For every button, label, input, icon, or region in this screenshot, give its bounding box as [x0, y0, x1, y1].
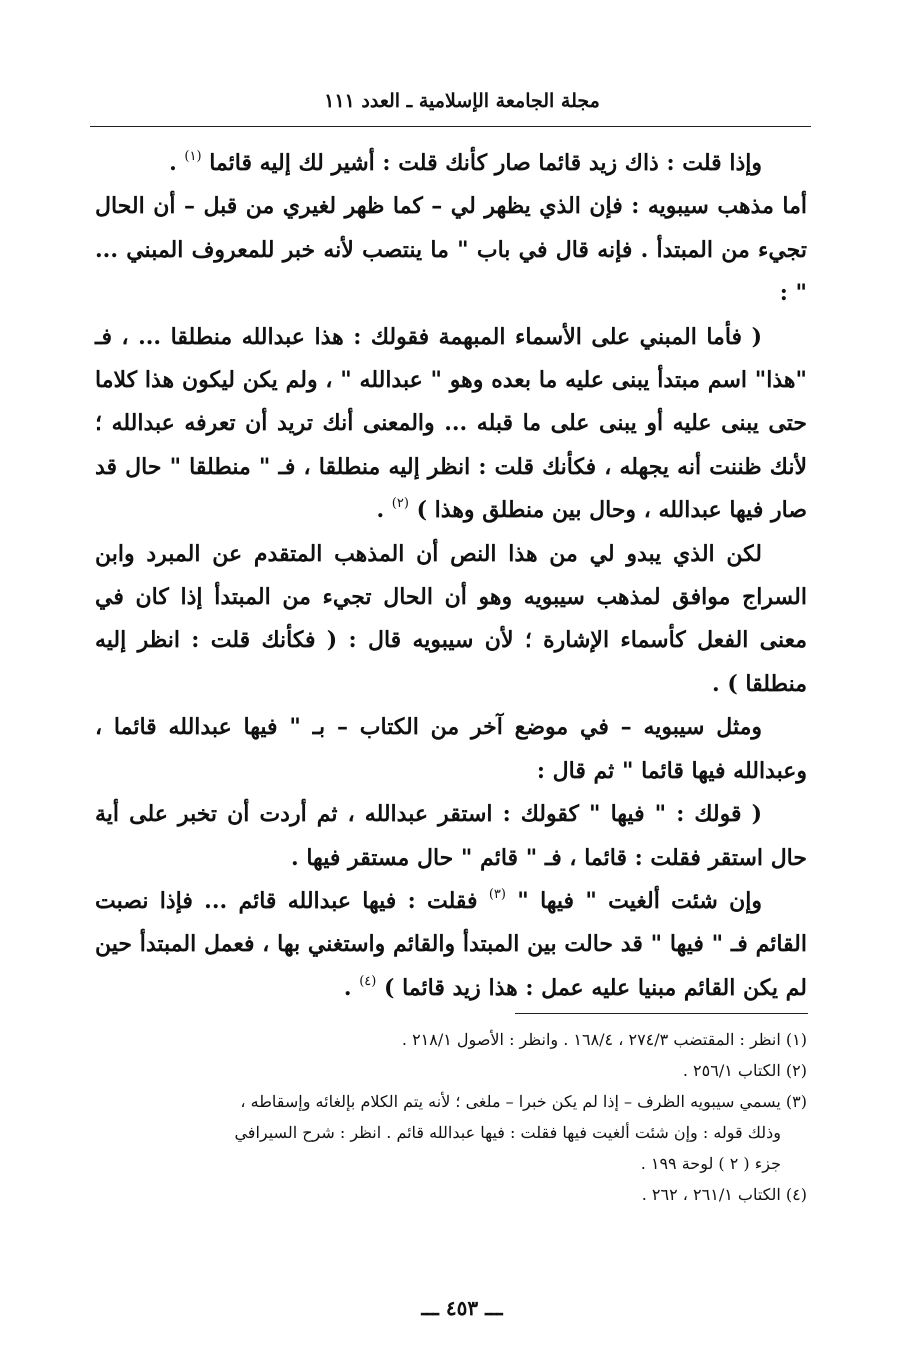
- main-text: [95, 142, 807, 1010]
- quotation-1-text: ( فأما المبني على الأسماء المبهمة فقولك : هذا عبدالله منطلقا ... ، فـ "هذا" اسم مبتدأ يبنى عليه ما بعده وهو " عبدالله " ، ولم يكن ليكون هذا كلاما حتى يبنى عليه أو يبنى على ما قبله ... والمعنى أنك تريد أن تعرفه عبدالله ؛ لأنك ظننت أنه يجهله ، فكأنك قلت : انظر إليه منطلقا ، فـ " منطلقا " حال قد صار فيها عبدالله ، وحال بين منطلق وهذا ): [95, 323, 807, 524]
- paragraph-1-text: وإذا قلت : ذاك زيد قائما صار كأنك قلت : أشير لك إليه قائما: [209, 150, 762, 176]
- paragraph-5: وإن شئت ألغيت " فيها " $^{(٣)}$ فقلت : فيها عبدالله قائم ... فإذا نصبت القائم فـ " فيها " قد حالت بين المبتدأ والقائم واستغني بها ، فعمل المبتدأ حين لم يكن القائم مبنيا عليه عمل : هذا زيد قائما ) $^{(٤)}$ .: [95, 886, 807, 1001]
- paragraph-5-start: وإن شئت ألغيت " فيها ": [517, 887, 762, 914]
- paragraph-1: وإذا قلت : ذاك زيد قائما صار كأنك قلت : أشير لك إليه قائما $^{(١)}$ .: [169, 149, 762, 176]
- paragraph-4: ومثل سيبويه – في موضع آخر من الكتاب – بـ " فيها عبدالله قائما ، وعبدالله فيها قائما " ثم قال :: [95, 714, 807, 784]
- footnote-ref-1: (١): [184, 149, 202, 164]
- paragraph-3: لكن الذي يبدو لي من هذا النص أن المذهب المتقدم عن المبرد وابن السراج موافق لمذهب سيبويه وهو أن الحال تجيء من المبتدأ إذا كان في معنى الفعل كأسماء الإشارة ؛ لأن سيبويه قال : ( فكأنك قلت : انظر إليه منطلقا ) .: [95, 540, 807, 697]
- header-divider: [90, 126, 811, 127]
- quotation-2: ( قولك : " فيها " كقولك : استقر عبدالله ، ثم أردت أن تخبر على أية حال استقر فقلت : قائما ، فـ " قائم " حال مستقر فيها .: [95, 801, 807, 871]
- footnote-4: (٤) الكتاب ٢٦١/١ ، ٢٦٢ .: [641, 1185, 807, 1204]
- footnote-divider: [515, 1013, 808, 1014]
- footnote-2: (٢) الكتاب ٢٥٦/١ .: [682, 1061, 807, 1080]
- footnote-1: (١) انظر : المقتضب ٢٧٤/٣ ، ١٦٨/٤ . وانظر : الأصول ٢١٨/١ .: [401, 1030, 807, 1049]
- footnote-3-continued-2: جزء ( ٢ ) لوحة ١٩٩ .: [640, 1154, 781, 1173]
- footnote-ref-3: (٣): [488, 886, 506, 902]
- footnote-ref-4: (٤): [359, 973, 377, 989]
- page-number: ـــ ٤٥٣ ـــ: [421, 1296, 503, 1320]
- footnote-3: (٣) يسمي سيبويه الظرف – إذا لم يكن خبرا – ملغى ؛ لأنه يتم الكلام بإلغائه وإسقاطه ،: [240, 1092, 807, 1111]
- footnote-ref-2: (٢): [391, 496, 409, 512]
- footnote-3-continued: وذلك قوله : وإن شئت ألغيت فيها فقلت : فيها عبدالله قائم . انظر : شرح السيرافي: [234, 1123, 781, 1142]
- footnotes: [95, 1024, 807, 1210]
- paragraph-2: أما مذهب سيبويه : فإن الذي يظهر لي – كما ظهر لغيري من قبل – أن الحال تجيء من المبتدأ . فإنه قال في باب " ما ينتصب لأنه خبر للمعروف المبني ... " :: [95, 193, 807, 307]
- running-header: مجلة الجامعة الإسلامية ـ العدد ١١١: [324, 90, 600, 112]
- quotation-1: ( فأما المبني على الأسماء المبهمة فقولك : هذا عبدالله منطلقا ... ، فـ "هذا" اسم مبتدأ يبنى عليه ما بعده وهو " عبدالله " ، ولم يكن ليكون هذا كلاما حتى يبنى عليه أو يبنى على ما قبله ... والمعنى أنك تريد أن تعرفه عبدالله ؛ لأنك ظننت أنه يجهله ، فكأنك قلت : انظر إليه منطلقا ، فـ " منطلقا " حال قد صار فيها عبدالله ، وحال بين منطلق وهذا ) $^{(٢)}$ .: [95, 323, 807, 524]
- paragraph-5-rest: فقلت : فيها عبدالله قائم ... فإذا نصبت القائم فـ " فيها " قد حالت بين المبتدأ والقائم واستغني بها ، فعمل المبتدأ حين لم يكن القائم مبنيا عليه عمل : هذا زيد قائما ): [95, 887, 807, 1001]
